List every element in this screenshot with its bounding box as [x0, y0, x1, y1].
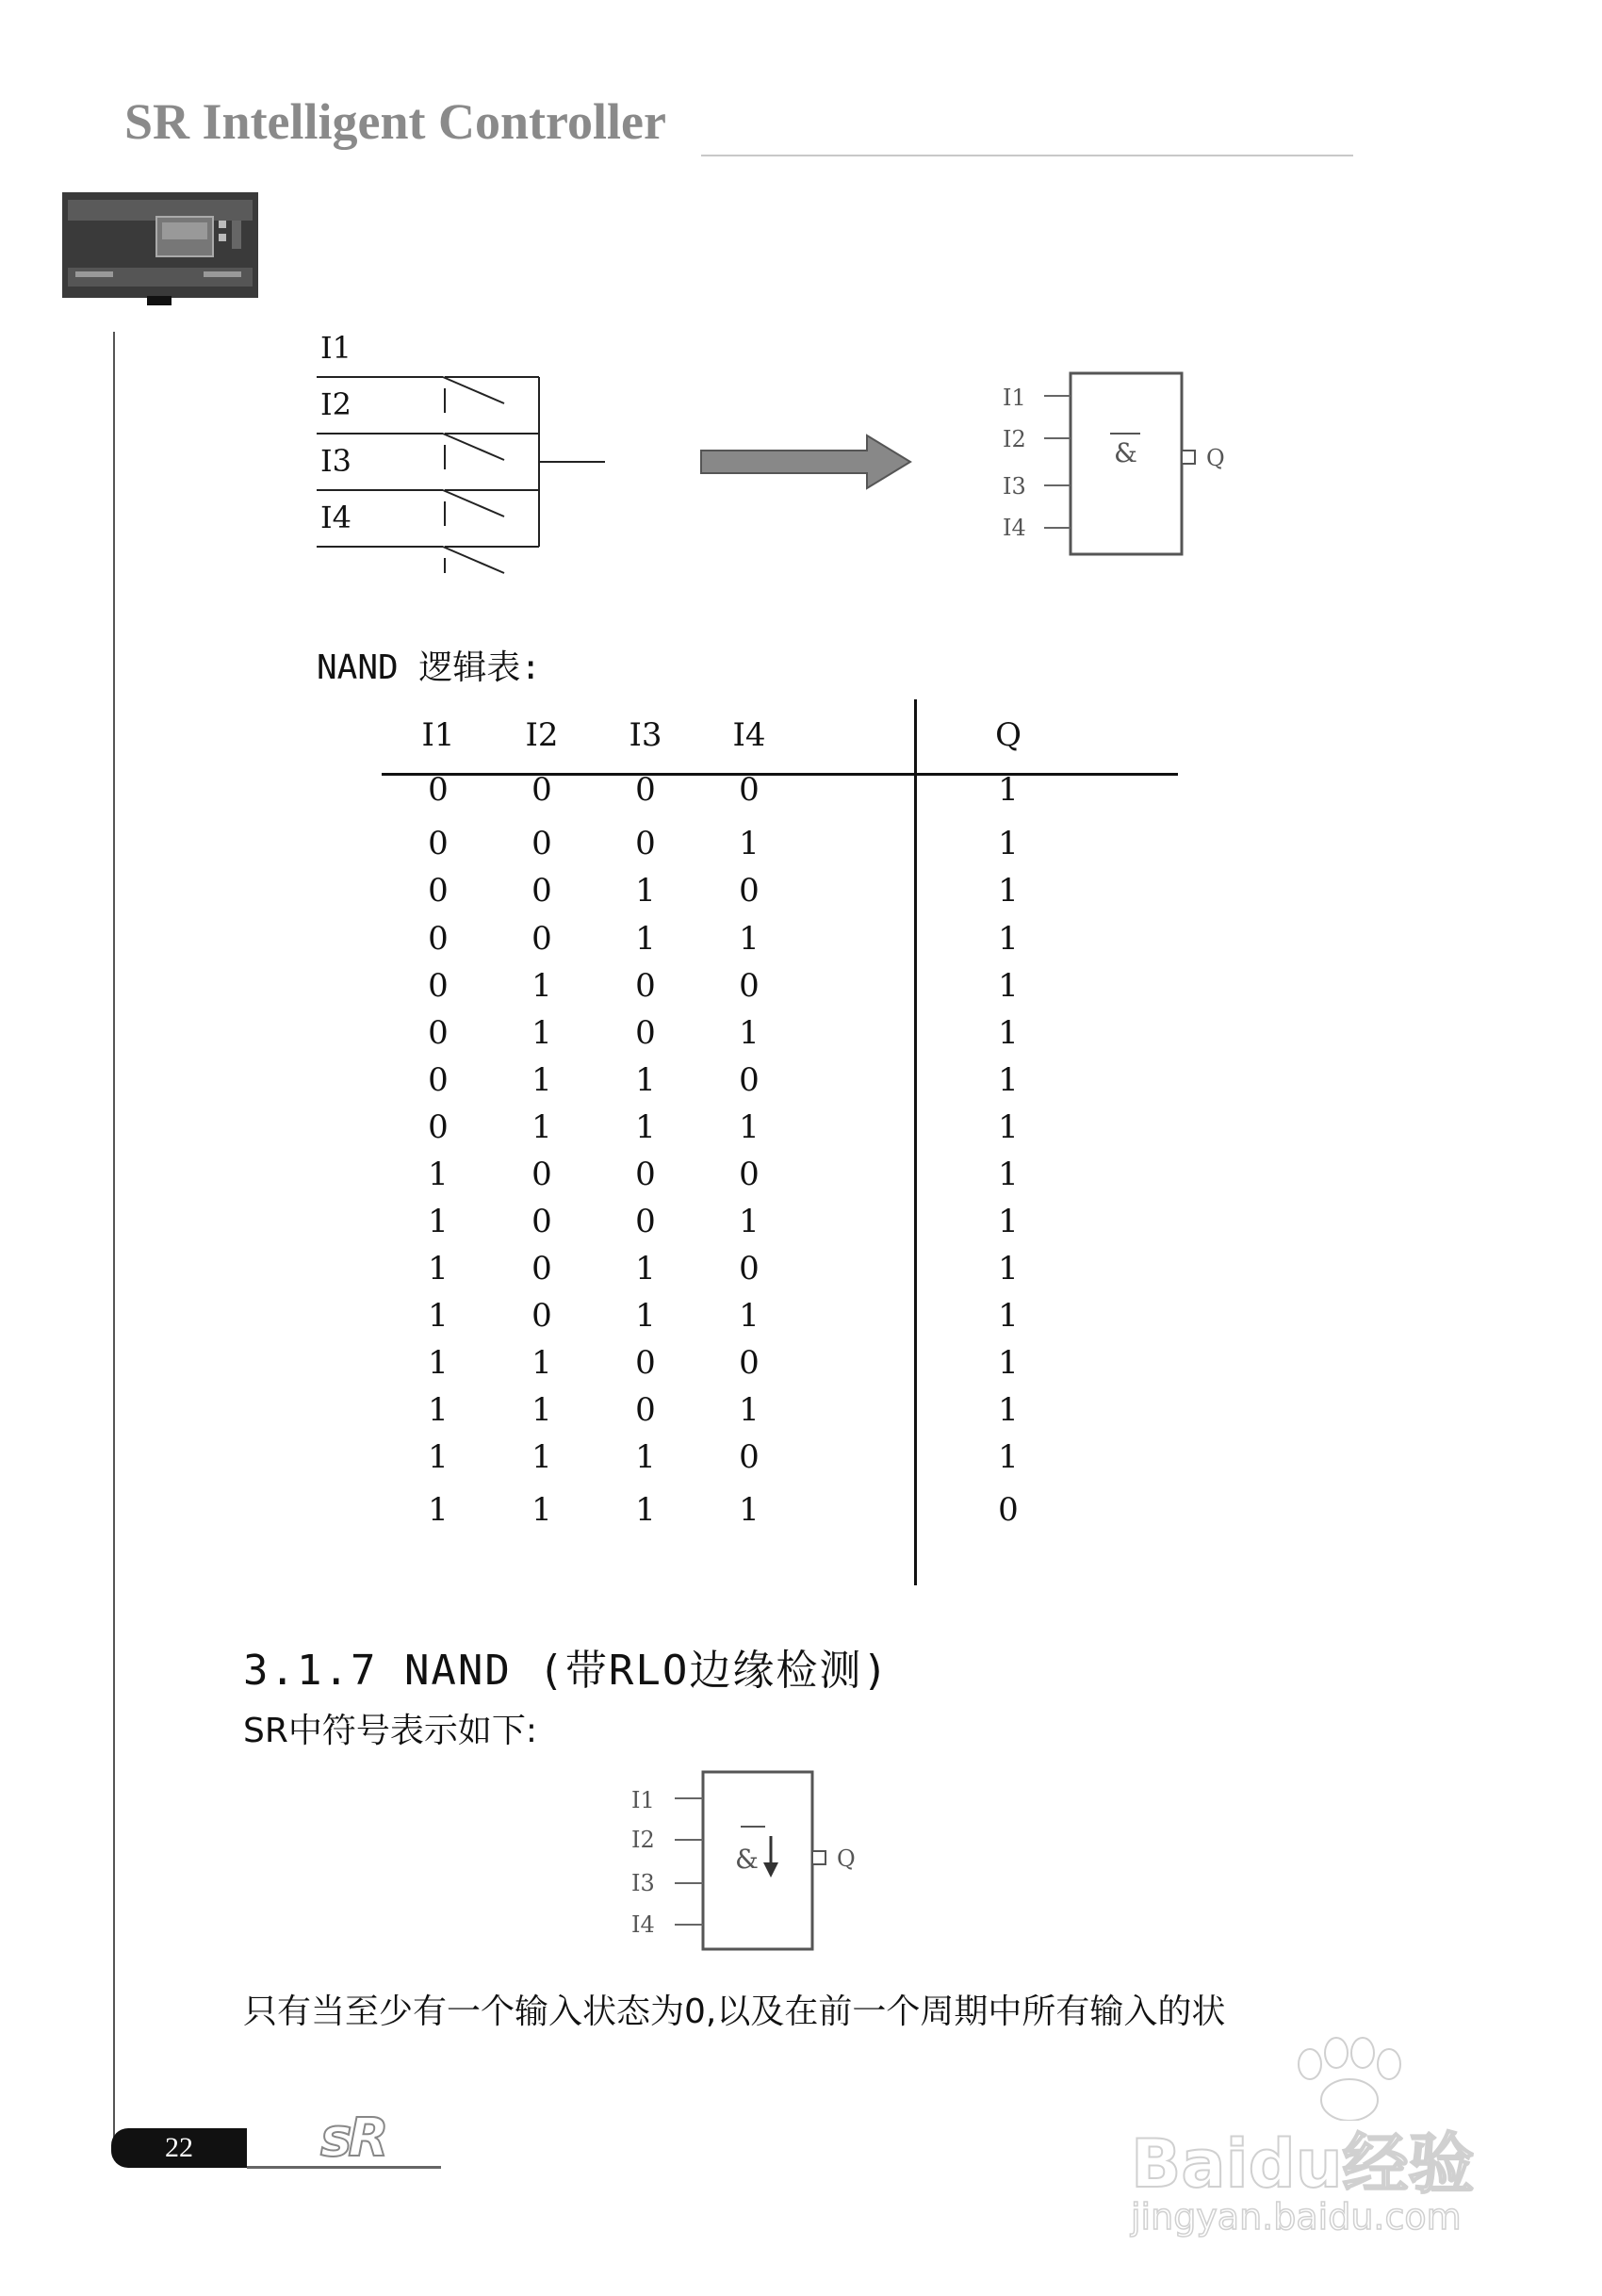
table-cell: 0: [428, 825, 449, 862]
table-cell: 0: [531, 825, 552, 862]
table-cell: 1: [998, 1203, 1019, 1240]
table-header-rule: [382, 773, 1178, 776]
table-cell: 1: [635, 920, 656, 958]
table-cell: 0: [739, 967, 760, 1005]
table-cell: 0: [635, 1203, 656, 1240]
table-cell: 1: [998, 1250, 1019, 1287]
table-cell: 1: [998, 771, 1019, 809]
table-cell: 1: [428, 1438, 449, 1476]
page-number: 22: [165, 2132, 193, 2163]
left-margin-line: [113, 332, 115, 2151]
table-cell: 1: [739, 825, 760, 862]
table-cell: 0: [531, 1156, 552, 1193]
gate-and-symbol: &: [735, 1844, 759, 1875]
table-cell: 1: [635, 1250, 656, 1287]
nand-edge-gate-symbol: [631, 1772, 856, 1949]
gate-and-symbol: &: [1114, 437, 1137, 468]
output-port: [812, 1851, 826, 1864]
table-cell: 1: [635, 1108, 656, 1146]
table-cell: 1: [998, 1014, 1019, 1052]
table-cell: 1: [998, 1156, 1019, 1193]
table-output-divider: [914, 699, 917, 1585]
table-column-header: Q: [995, 716, 1022, 754]
ladder-input-label: I4: [320, 500, 351, 535]
nand-truth-table: [382, 699, 1178, 1585]
table-cell: 1: [739, 1491, 760, 1529]
table-cell: 1: [998, 825, 1019, 862]
gate-input-label: I4: [631, 1911, 655, 1938]
nand-edge-gate-diagram: [631, 1763, 914, 1970]
table-cell: 1: [739, 1297, 760, 1335]
table-cell: 0: [531, 1250, 552, 1287]
table-cell: 1: [428, 1156, 449, 1193]
table-cell: 1: [531, 1014, 552, 1052]
table-cell: 1: [428, 1250, 449, 1287]
ladder-input-label: I2: [320, 386, 351, 422]
table-cell: 0: [635, 1014, 656, 1052]
table-cell: 1: [531, 1061, 552, 1099]
paw-icon: [1272, 2036, 1423, 2121]
section-heading: 3.1.7 NAND (带RLO边缘检测): [243, 1647, 890, 1695]
table-cell: 0: [635, 967, 656, 1005]
document-header-title: SR Intelligent Controller: [124, 93, 666, 150]
table-cell: 0: [739, 1344, 760, 1382]
table-cell: 1: [531, 1391, 552, 1429]
table-column-header: I4: [732, 716, 766, 754]
ladder-input-label: I1: [320, 330, 351, 366]
table-cell: 1: [635, 1061, 656, 1099]
table-cell: 1: [998, 967, 1019, 1005]
table-cell: 1: [531, 1108, 552, 1146]
nand-ladder-to-gate-diagram: [302, 330, 1244, 594]
table-cell: 0: [739, 872, 760, 910]
table-column-header: I2: [525, 716, 559, 754]
table-cell: 1: [531, 1344, 552, 1382]
table-cell: 1: [739, 1391, 760, 1429]
table-cell: 1: [739, 1108, 760, 1146]
table-cell: 1: [428, 1203, 449, 1240]
table-cell: 0: [739, 1156, 760, 1193]
table-cell: 0: [428, 967, 449, 1005]
table-cell: 0: [739, 1250, 760, 1287]
transform-arrow-icon: [701, 435, 910, 488]
table-cell: 0: [635, 1156, 656, 1193]
ladder-diagram: [317, 330, 605, 573]
header-rule: [701, 155, 1353, 156]
table-cell: 0: [998, 1491, 1019, 1529]
gate-output-label: Q: [837, 1845, 856, 1872]
table-cell: 1: [998, 1297, 1019, 1335]
table-cell: 1: [635, 872, 656, 910]
table-cell: 0: [531, 771, 552, 809]
table-cell: 0: [428, 1061, 449, 1099]
table-cell: 1: [531, 1438, 552, 1476]
table-cell: 0: [531, 920, 552, 958]
table-cell: 1: [428, 1344, 449, 1382]
table-cell: 0: [739, 1438, 760, 1476]
gate-input-label: I3: [631, 1870, 655, 1896]
section-subtitle: SR中符号表示如下:: [243, 1712, 537, 1750]
table-cell: 0: [428, 1014, 449, 1052]
table-cell: 1: [998, 872, 1019, 910]
table-cell: 1: [998, 1438, 1019, 1476]
table-cell: 0: [635, 771, 656, 809]
table-cell: 1: [739, 920, 760, 958]
gate-input-label: I4: [1003, 515, 1026, 541]
table-cell: 1: [998, 1344, 1019, 1382]
table-cell: 0: [428, 920, 449, 958]
table-cell: 0: [428, 771, 449, 809]
ladder-input-label: I3: [320, 443, 351, 479]
table-cell: 1: [739, 1014, 760, 1052]
gate-input-label: I2: [631, 1827, 655, 1853]
table-cell: 0: [531, 1203, 552, 1240]
gate-input-label: I3: [1003, 473, 1026, 500]
table-cell: 0: [635, 825, 656, 862]
sr-logo: sR: [320, 2107, 385, 2169]
gate-output-label: Q: [1206, 445, 1225, 471]
table-cell: 1: [531, 967, 552, 1005]
gate-input-label: I1: [1003, 385, 1026, 411]
table-cell: 0: [739, 1061, 760, 1099]
body-paragraph: 只有当至少有一个输入状态为0,以及在前一个周期中所有输入的状: [243, 1993, 1226, 2031]
table-cell: 1: [635, 1491, 656, 1529]
gate-input-label: I1: [631, 1787, 655, 1813]
table-cell: 1: [428, 1391, 449, 1429]
table-column-header: I1: [421, 716, 455, 754]
table-cell: 0: [635, 1344, 656, 1382]
table-cell: 1: [739, 1203, 760, 1240]
table-cell: 1: [998, 920, 1019, 958]
watermark-brand: Baidu经验: [1131, 2125, 1475, 2203]
truth-table-caption: NAND 逻辑表:: [317, 648, 542, 687]
watermark-url: jingyan.baidu.com: [1131, 2196, 1462, 2238]
table-cell: 0: [739, 771, 760, 809]
table-cell: 0: [428, 1108, 449, 1146]
table-cell: 0: [531, 1297, 552, 1335]
table-cell: 0: [428, 872, 449, 910]
table-column-header: I3: [629, 716, 662, 754]
table-cell: 1: [428, 1297, 449, 1335]
table-cell: 1: [998, 1108, 1019, 1146]
gate-input-label: I2: [1003, 426, 1026, 452]
table-cell: 1: [635, 1438, 656, 1476]
table-cell: 0: [531, 872, 552, 910]
table-cell: 1: [428, 1491, 449, 1529]
table-cell: 1: [635, 1297, 656, 1335]
table-cell: 1: [998, 1061, 1019, 1099]
output-port: [1182, 451, 1195, 464]
table-cell: 1: [531, 1491, 552, 1529]
table-cell: 0: [635, 1391, 656, 1429]
table-cell: 1: [998, 1391, 1019, 1429]
nand-gate-symbol: [1003, 373, 1225, 554]
controller-device-image: [62, 192, 258, 305]
